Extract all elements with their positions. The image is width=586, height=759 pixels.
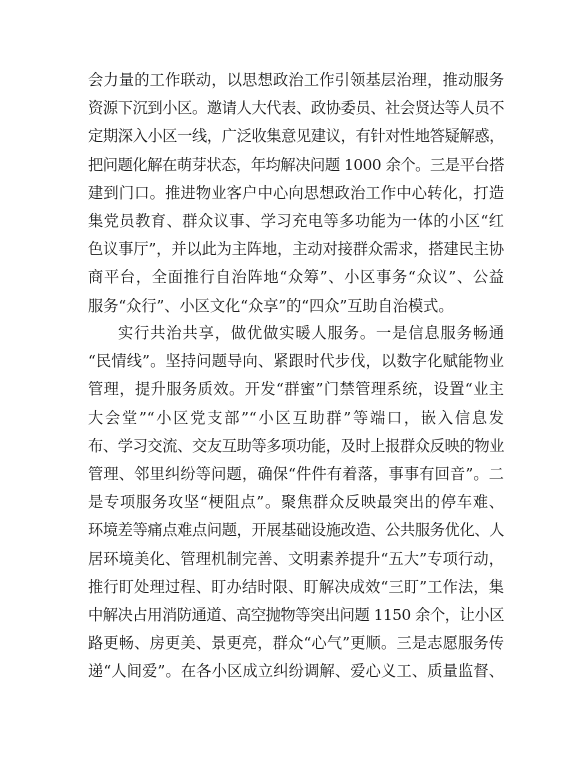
paragraph-line: 是专项服务攻坚“梗阻点”。聚焦群众反映最突出的停车难、: [88, 493, 504, 512]
paragraph-line: 布、学习交流、交友互助等多项功能，及时上报群众反映的物业: [88, 436, 504, 455]
paragraph-line: 大会堂”“小区党支部”“小区互助群”等端口，嵌入信息发: [88, 408, 504, 427]
paragraph-line: 居环境美化、管理机制完善、文明素养提升“五大”专项行动，: [88, 549, 504, 568]
paragraph-line: 会力量的工作联动，以思想政治工作引领基层治理，推动服务: [88, 71, 504, 89]
paragraph-line: 建到门口。推进物业客户中心向思想政治工作中心转化，打造: [88, 183, 504, 202]
paragraph-line: 把问题化解在萌芽状态，年均解决问题 1000 余个。三是平台搭: [88, 155, 504, 174]
paragraph-line: 实行共治共享，做优做实暖人服务。一是信息服务畅通: [118, 324, 504, 342]
paragraph-line: 推行盯处理过程、盯办结时限、盯解决成效“三盯”工作法，集: [88, 577, 504, 596]
paragraph-line: 管理、邻里纠纷等问题，确保“件件有着落，事事有回音”。二: [88, 464, 504, 483]
paragraph-line: 服务“众行”、小区文化“众享”的“四众”互助自治模式。: [88, 296, 454, 315]
paragraph-1: [88, 66, 504, 320]
paragraph-line: 中解决占用消防通道、高空抛物等突出问题 1150 余个，让小区: [88, 605, 504, 624]
paragraph-line: 商平台，全面推行自治阵地“众筹”、小区事务“众议”、公益: [88, 268, 504, 287]
paragraph-line: 路更畅、房更美、景更亮，群众“心气”更顺。三是志愿服务传: [88, 634, 504, 653]
paragraph-line: 色议事厅”，并以此为主阵地，主动对接群众需求，搭建民主协: [88, 240, 504, 259]
paragraph-2: [88, 319, 504, 685]
paragraph-line: 递“人间爱”。在各小区成立纠纷调解、爱心义工、质量监督、: [88, 662, 504, 681]
paragraph-line: 环境差等痛点难点问题，开展基础设施改造、公共服务优化、人: [88, 521, 504, 540]
paragraph-line: “民情线”。坚持问题导向、紧跟时代步伐，以数字化赋能物业: [88, 352, 504, 371]
paragraph-line: 管理，提升服务质效。开发“群蜜”门禁管理系统，设置“业主: [88, 380, 504, 399]
paragraph-line: 资源下沉到小区。邀请人大代表、政协委员、社会贤达等人员不: [88, 99, 504, 118]
paragraph-line: 集党员教育、群众议事、学习充电等多功能为一体的小区“红: [88, 211, 504, 230]
paragraph-line: 定期深入小区一线，广泛收集意见建议，有针对性地答疑解惑，: [88, 127, 504, 146]
